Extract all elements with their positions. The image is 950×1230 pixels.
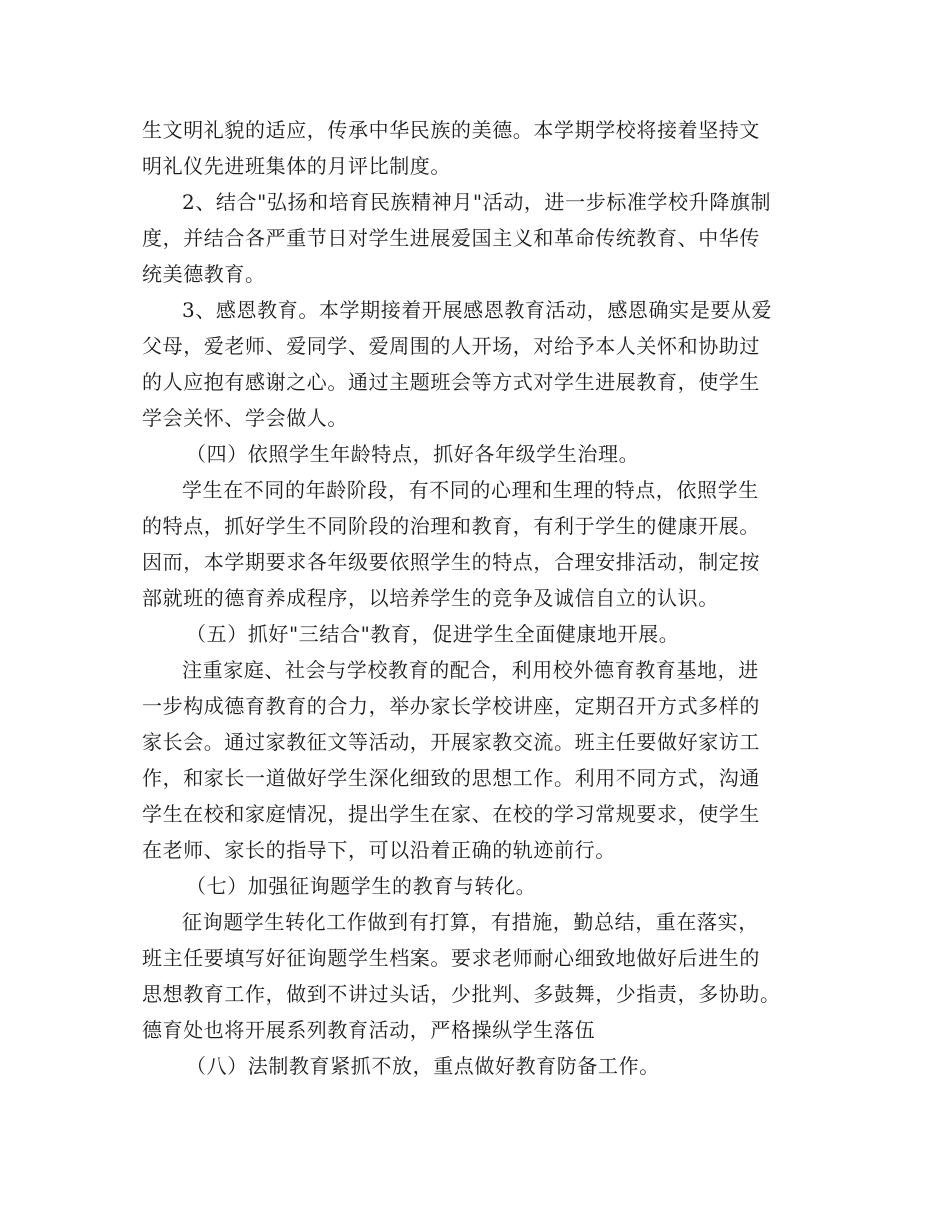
text-line: 在老师、家长的指导下，可以沿着正确的轨迹前行。 <box>142 838 616 862</box>
paragraph-item-3: 3、感恩教育。本学期接着开展感恩教育活动，感恩确实是要从爱 <box>182 298 773 322</box>
text-line: 生文明礼貌的适应，传承中华民族的美德。本学期学校将接着坚持文 <box>142 118 760 142</box>
section-heading-5: （五）抓好"三结合"教育，促进学生全面健康地开展。 <box>186 622 680 646</box>
text-line: 家长会。通过家教征文等活动，开展家教交流。班主任要做好家访工 <box>142 730 760 754</box>
text-line: 度，并结合各严重节日对学生进展爱国主义和革命传统教育、中华传 <box>142 226 760 250</box>
text-line: 注重家庭、社会与学校教育的配合，利用校外德育教育基地，进 <box>182 658 759 682</box>
text-line: 学生在校和家庭情况，提出学生在家、在校的学习常规要求，使学生 <box>142 802 760 826</box>
section-heading-7: （七）加强征询题学生的教育与转化。 <box>186 874 537 898</box>
text-line: 思想教育工作，做到不讲过头话，少批判、多鼓舞，少指责，多协助。 <box>142 982 781 1006</box>
text-line: 父母，爱老师、爱同学、爱周围的人开场，对给予本人关怀和协助过 <box>142 334 760 358</box>
text-line: 明礼仪先进班集体的月评比制度。 <box>142 154 451 178</box>
text-line: 征询题学生转化工作做到有打算，有措施，勤总结，重在落实， <box>182 910 759 934</box>
text-line: 学生在不同的年龄阶段，有不同的心理和生理的特点，依照学生 <box>182 478 759 502</box>
text-line: 学会关怀、学会做人。 <box>142 406 348 430</box>
text-line: 班主任要填写好征询题学生档案。要求老师耐心细致地做好后进生的 <box>142 946 760 970</box>
text-line: 的人应抱有感谢之心。通过主题班会等方式对学生进展教育，使学生 <box>142 370 760 394</box>
text-line: 的特点，抓好学生不同阶段的治理和教育，有利于学生的健康开展。 <box>142 514 760 538</box>
text-line: 部就班的德育养成程序，以培养学生的竞争及诚信自立的认识。 <box>142 586 719 610</box>
section-heading-4: （四）依照学生年龄特点，抓好各年级学生治理。 <box>186 442 640 466</box>
text-line: 作，和家长一道做好学生深化细致的思想工作。利用不同方式，沟通 <box>142 766 760 790</box>
section-heading-8: （八）法制教育紧抓不放，重点做好教育防备工作。 <box>186 1054 660 1078</box>
text-line: 一步构成德育教育的合力，举办家长学校讲座，定期召开方式多样的 <box>142 694 760 718</box>
text-line: 德育处也将开展系列教育活动，严格操纵学生落伍 <box>142 1018 596 1042</box>
text-line: 统美德教育。 <box>142 262 266 286</box>
text-line: 因而，本学期要求各年级要依照学生的特点，合理安排活动，制定按 <box>142 550 760 574</box>
paragraph-item-2: 2、结合"弘扬和培育民族精神月"活动，进一步标准学校升降旗制 <box>182 190 772 214</box>
